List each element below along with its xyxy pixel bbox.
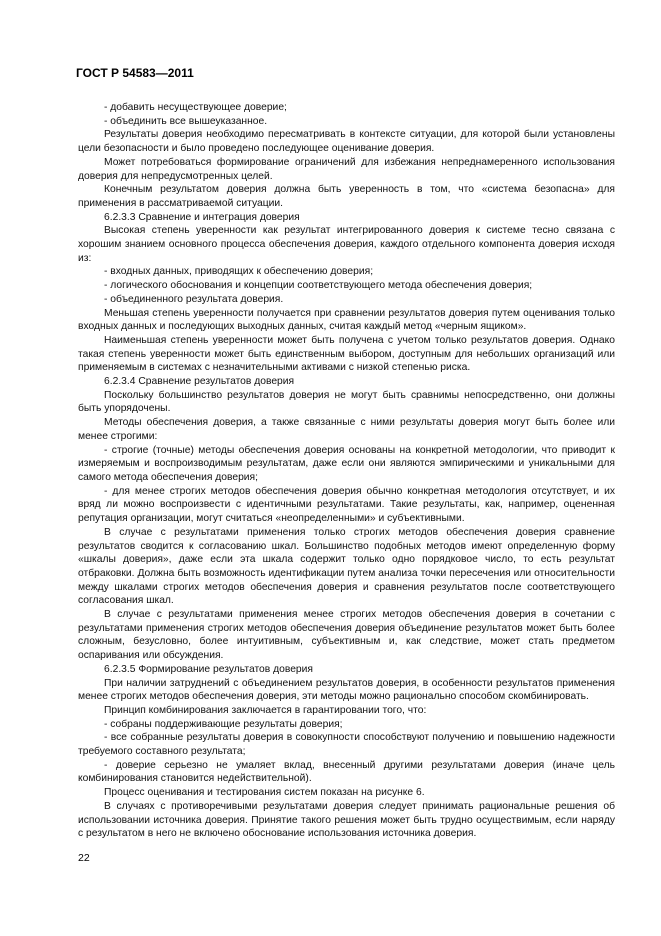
list-item: - входных данных, приводящих к обеспечению доверия; bbox=[104, 266, 374, 278]
document-header: ГОСТ Р 54583—2011 bbox=[76, 66, 194, 80]
list-item: - логического обоснования и концепции соответствующего метода обеспечения доверия; bbox=[104, 280, 533, 292]
list-item: - все собранные результаты доверия в совокупности способствуют получению и повышению надежности требуемого составного результата; bbox=[78, 732, 615, 758]
list-item: - собраны поддерживающие результаты доверия; bbox=[104, 718, 343, 730]
paragraph: Процесс оценивания и тестирования систем показан на рисунке 6. bbox=[104, 787, 425, 799]
paragraph: Результаты доверия необходимо пересматривать в контексте ситуации, для которой были установлены цели безопасности и было проведено последующее оценивание доверия. bbox=[78, 129, 615, 155]
paragraph: При наличии затруднений с объединением результатов доверия, в особенности результатов применения менее строгих методов обеспечения доверия, эти методы можно рационально способом скомбинировать. bbox=[78, 677, 615, 703]
page-number: 22 bbox=[78, 852, 90, 864]
list-item: - объединенного результата доверия. bbox=[104, 293, 284, 305]
paragraph: Наименьшая степень уверенности может быть получена с учетом только результатов доверия. Однако такая степень уверенности может быть единственным выбором, доступным для небольших организаций или применяемым в системах с незначительными активами с низкой степенью риска. bbox=[78, 334, 615, 374]
body-text bbox=[78, 101, 615, 841]
list-item: - доверие серьезно не умаляет вклад, внесенный другими результатами доверия (иначе цель комбинирования становится недействительной). bbox=[78, 759, 615, 785]
list-item: - для менее строгих методов обеспечения доверия обычно конкретная методология отсутствует, и их вряд ли можно воспроизвести с идентичными результатами. Такие результаты, как, например, оцененная репутация организации, могут считаться «неопределенными» и субъективными. bbox=[78, 485, 615, 525]
list-item: - строгие (точные) методы обеспечения доверия основаны на конкретной методологии, что приводит к измеряемым и воспроизводимым результатам, даже если они являются эмпирическими и уникальными для самого метода обеспечения доверия; bbox=[78, 444, 615, 483]
paragraph: Высокая степень уверенности как результат интегрированного доверия к системе тесно связана с хорошим знанием основного процесса обеспечения доверия, каждого отдельного компонента доверия исходя из: bbox=[78, 225, 615, 264]
paragraph: Меньшая степень уверенности получается при сравнении результатов доверия путем оценивания только входных данных и последующих выходных данных, считая каждый метод «черным ящиком». bbox=[78, 307, 615, 333]
section-heading: 6.2.3.4 Сравнение результатов доверия bbox=[104, 376, 295, 388]
list-item: - добавить несуществующее доверие; bbox=[104, 102, 287, 113]
paragraph: Конечным результатом доверия должна быть уверенность в том, что «система безопасна» для применения в рассматриваемой ситуации. bbox=[78, 184, 615, 209]
list-item: - объединить все вышеуказанное. bbox=[104, 115, 268, 127]
section-heading: 6.2.3.3 Сравнение и интеграция доверия bbox=[104, 211, 300, 223]
paragraph: Может потребоваться формирование ограничений для избежания непреднамеренного использования доверия для непредусмотренных целей. bbox=[78, 156, 615, 182]
section-heading: 6.2.3.5 Формирование результатов доверия bbox=[104, 663, 313, 675]
paragraph: В случае с результатами применения только строгих методов обеспечения доверия сравнение результатов сводится к согласованию шкал. Большинство подобных методов имеют определенную форму «шкалы доверия», даже если эта шкала содержит только одно порядковое число, то есть результат отбраковки. Должна быть возможность идентификации путем анализа точки пересечения или относительности между шкалами строгих методов обеспечения доверия и сравнения результатов после соответствующего согласования шкал. bbox=[78, 526, 615, 607]
paragraph: В случаях с противоречивыми результатами доверия следует принимать рациональные решения об использовании источника доверия. Принятие такого решения может быть трудно осуществимым, если наряду с результатом в него не включено обоснование использования источника доверия. bbox=[78, 800, 615, 840]
paragraph: Методы обеспечения доверия, а также связанные с ними результаты доверия могут быть более или менее строгими: bbox=[78, 417, 615, 442]
paragraph: В случае с результатами применения менее строгих методов обеспечения доверия в сочетании с результатами применения строгих методов обеспечения доверия объединение результатов может быть более сложным, безусловно, более интуитивным, субъективным и, как следствие, может стать предметом оспаривания или обсуждения. bbox=[78, 609, 615, 662]
paragraph: Принцип комбинирования заключается в гарантировании того, что: bbox=[104, 704, 427, 716]
paragraph: Поскольку большинство результатов доверия не могут быть сравнимы непосредственно, они должны быть упорядочены. bbox=[78, 389, 615, 415]
